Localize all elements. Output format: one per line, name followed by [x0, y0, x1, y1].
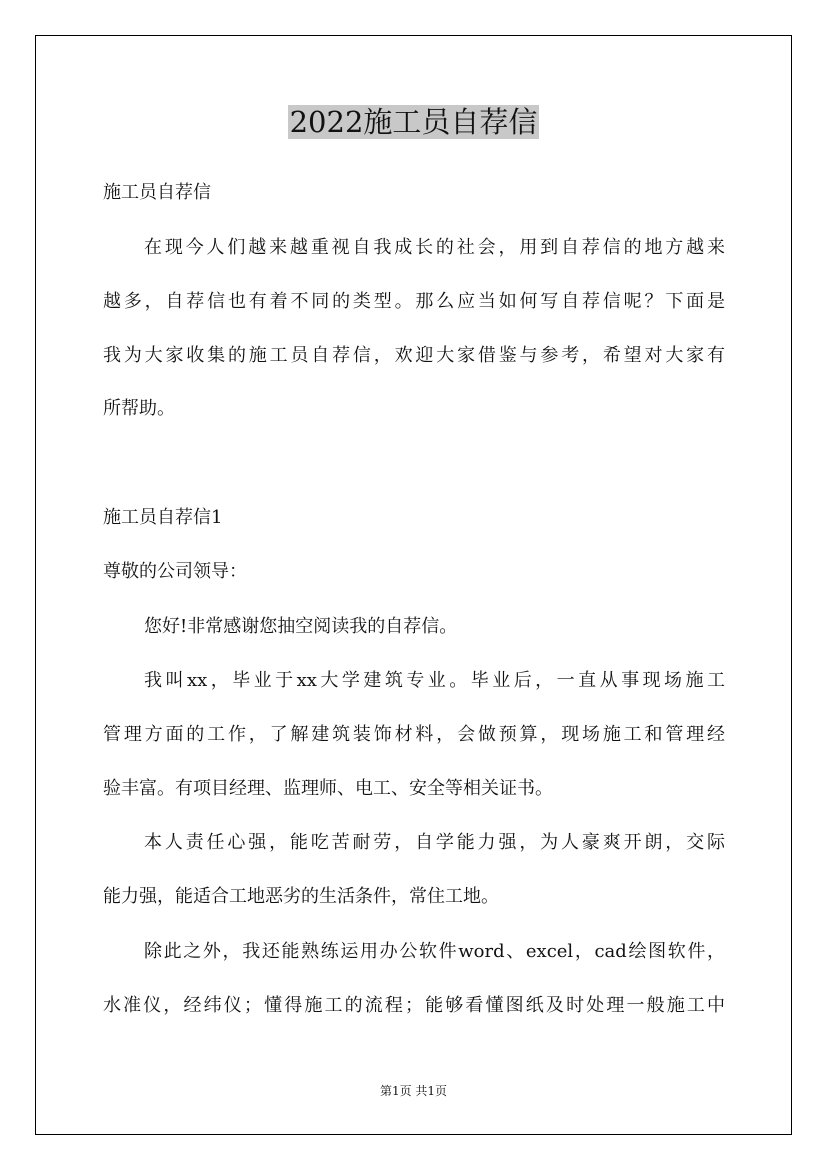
- section-heading: 施工员自荐信: [103, 182, 211, 203]
- paragraph-line: 越多，自荐信也有着不同的类型。那么应当如何写自荐信呢？下面是: [103, 291, 725, 312]
- paragraph-line: 所帮助。: [103, 398, 175, 419]
- paragraph-line: 本人责任心强，能吃苦耐劳，自学能力强，为人豪爽开朗，交际: [144, 832, 725, 853]
- paragraph-line: 验丰富。有项目经理、监理师、电工、安全等相关证书。: [103, 778, 553, 799]
- paragraph-line: 管理方面的工作，了解建筑装饰材料，会做预算，现场施工和管理经: [103, 724, 725, 745]
- paragraph-line: 在现今人们越来越重视自我成长的社会，用到自荐信的地方越来: [144, 237, 725, 258]
- salutation: 尊敬的公司领导：: [103, 561, 247, 582]
- document-title: [0, 103, 827, 141]
- page-footer: 第1页 共1页: [379, 1084, 448, 1098]
- paragraph-line: 水准仪，经纬仪；懂得施工的流程；能够看懂图纸及时处理一般施工中: [103, 995, 725, 1016]
- paragraph-line: 我叫xx，毕业于xx大学建筑专业。毕业后，一直从事现场施工: [144, 670, 725, 691]
- paragraph-line: 能力强，能适合工地恶劣的生活条件，常住工地。: [103, 886, 499, 907]
- document-title-text: 2022施工员自荐信: [289, 105, 538, 139]
- section-heading: 施工员自荐信1: [103, 507, 223, 528]
- paragraph-line: 您好!非常感谢您抽空阅读我的自荐信。: [144, 616, 458, 637]
- paragraph-line: 除此之外，我还能熟练运用办公软件word、excel，cad绘图软件，: [144, 941, 725, 962]
- paragraph-line: 我为大家收集的施工员自荐信，欢迎大家借鉴与参考，希望对大家有: [103, 345, 725, 366]
